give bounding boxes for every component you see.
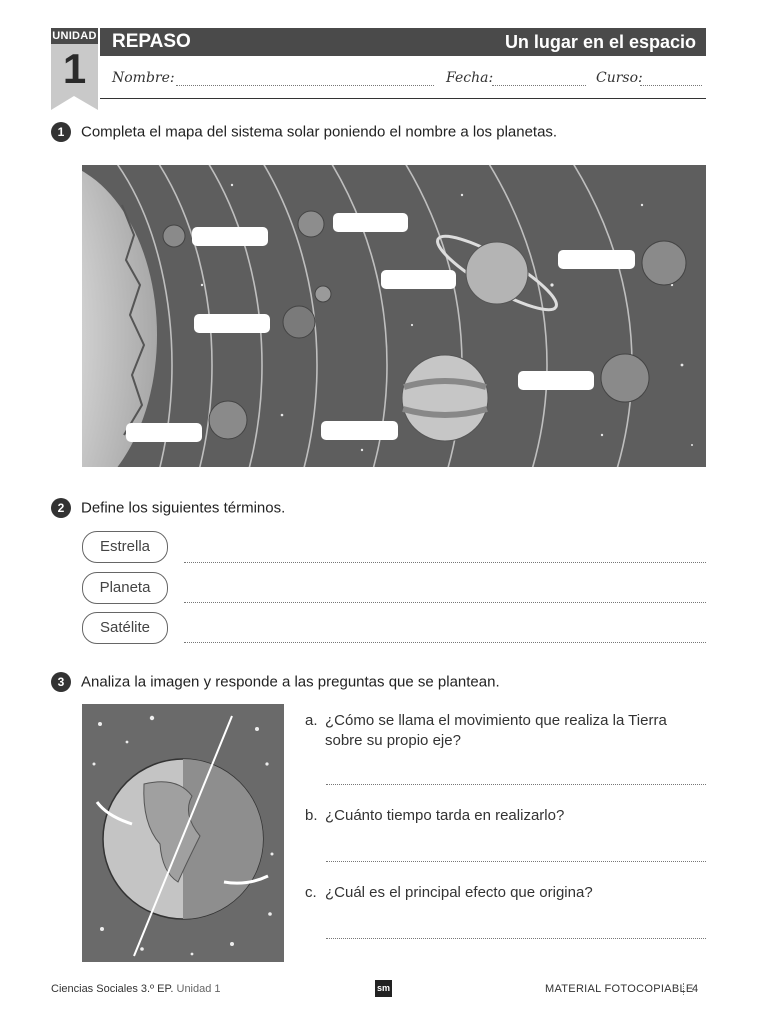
- definition-line-2[interactable]: [184, 602, 706, 603]
- label-box-2[interactable]: [333, 213, 408, 232]
- term-estrella: Estrella: [82, 531, 168, 563]
- earth-rotation-illustration: [82, 704, 284, 962]
- label-box-3[interactable]: [194, 314, 270, 333]
- date-field[interactable]: [492, 85, 586, 86]
- term-satelite: Satélite: [82, 612, 168, 644]
- unit-number: 1: [62, 45, 87, 92]
- question-3b-letter: b.: [305, 807, 318, 824]
- unit-label: UNIDAD: [52, 30, 97, 42]
- question-2-number: 2: [51, 498, 71, 518]
- date-label: Fecha:: [446, 70, 494, 86]
- term-planeta: Planeta: [82, 572, 168, 604]
- question-3c-text: ¿Cuál es el principal efecto que origina?: [325, 884, 593, 901]
- question-3c: [305, 883, 707, 903]
- student-info-row: [100, 62, 706, 99]
- definition-line-1[interactable]: [184, 562, 706, 563]
- topic-title: Un lugar en el espacio: [504, 32, 696, 52]
- question-3-text: Analiza la imagen y responde a las preguntas que se plantean.: [81, 673, 500, 691]
- solar-system-map: [82, 165, 706, 467]
- answer-line-a[interactable]: [326, 784, 706, 785]
- answer-line-c[interactable]: [326, 938, 706, 939]
- publisher-logo: sm: [375, 980, 392, 997]
- course-label: Curso:: [596, 70, 643, 86]
- label-box-1[interactable]: [192, 227, 268, 246]
- header-bar: [100, 28, 706, 56]
- footer-material: MATERIAL FOTOCOPIABLE: [545, 983, 694, 995]
- label-box-7[interactable]: [126, 423, 202, 442]
- answer-line-b[interactable]: [326, 861, 706, 862]
- question-1: [51, 122, 557, 142]
- label-box-4[interactable]: [381, 270, 456, 289]
- unit-tab-notch: [51, 96, 98, 110]
- question-3a: [305, 711, 707, 751]
- label-box-5[interactable]: [558, 250, 635, 269]
- footer-book: [51, 983, 221, 995]
- question-3-number: 3: [51, 672, 71, 692]
- label-box-6[interactable]: [518, 371, 594, 390]
- question-3: [51, 672, 500, 692]
- question-3b: [305, 806, 707, 826]
- footer-unit: Unidad 1: [176, 983, 221, 995]
- question-3b-text: ¿Cuánto tiempo tarda en realizarlo?: [325, 807, 565, 824]
- page-number: 4: [683, 983, 698, 995]
- label-box-8[interactable]: [321, 421, 398, 440]
- question-3a-letter: a.: [305, 712, 318, 729]
- course-field[interactable]: [640, 85, 702, 86]
- question-1-text: Completa el mapa del sistema solar poniendo el nombre a los planetas.: [81, 123, 558, 141]
- name-field[interactable]: [176, 85, 434, 86]
- footer-book-title: Ciencias Sociales 3.º EP.: [51, 983, 174, 995]
- section-title: REPASO: [112, 31, 191, 52]
- name-label: Nombre:: [112, 70, 175, 86]
- question-3a-text: ¿Cómo se llama el movimiento que realiza la Tierra sobre su propio eje?: [325, 712, 667, 749]
- definition-line-3[interactable]: [184, 642, 706, 643]
- question-3c-letter: c.: [305, 884, 317, 901]
- question-2: [51, 498, 285, 518]
- question-1-number: 1: [51, 122, 71, 142]
- question-2-text: Define los siguientes términos.: [81, 499, 286, 517]
